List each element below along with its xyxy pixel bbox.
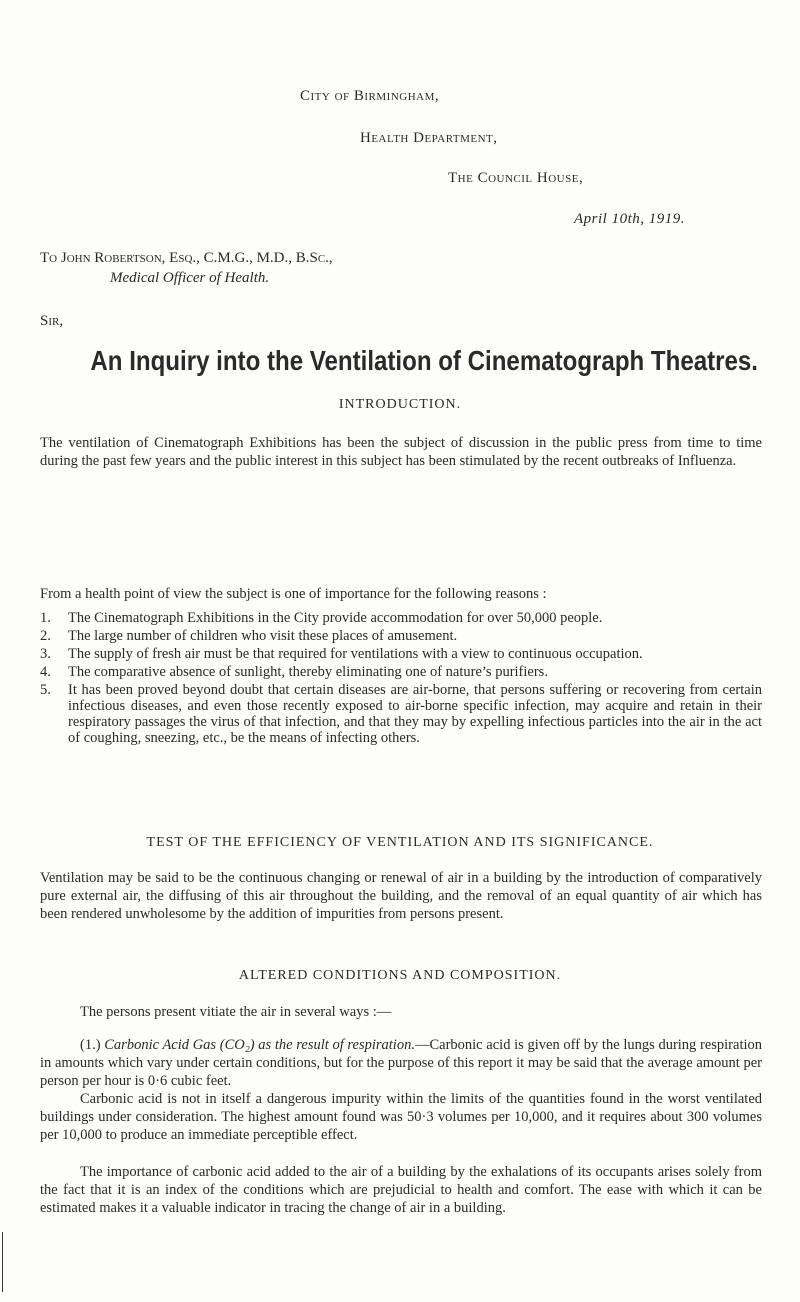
list-item <box>40 646 762 662</box>
altered-item-title: Carbonic Acid Gas (CO₂) as the result of respiration. <box>104 1037 415 1053</box>
introduction-paragraph-1: The ventilation of Cinematograph Exhibitions has been the subject of discussion in the public press from time to time during the past few years and the public interest in this subject has been stimulated by the recent outbreaks of Influenza. <box>40 435 762 469</box>
altered-heading: ALTERED CONDITIONS AND COMPOSITION. <box>238 968 562 983</box>
altered-paragraph-3: The importance of carbonic acid added to the air of a building by the exhalations of its occupants arises solely from the fact that it is an index of the conditions which are prejudicial to health and comfort. The ease with which it can be estimated makes it a valuable indicator in tracing the change of air in a building. <box>40 1164 762 1216</box>
document-title: An Inquiry into the Ventilation of Cinematograph Theatres. <box>90 345 759 376</box>
salutation: Sir, <box>40 313 64 329</box>
test-heading: TEST OF THE EFFICIENCY OF VENTILATION AND ITS SIGNIFICANCE. <box>146 835 654 850</box>
header-date: April 10th, 1919. <box>574 211 686 227</box>
header-address: The Council House, <box>448 170 584 186</box>
list-item-text: The supply of fresh air must be that required for ventilations with a view to continuous occupation. <box>68 646 643 662</box>
list-item-number: 1. <box>40 610 51 626</box>
reasons-list <box>40 610 762 748</box>
altered-item-text: —Carbonic acid is given off by the lungs during respiration in amounts which vary under certain conditions, but for the purpose of this report it may be said that the average amount per person per hour is 0·6 cubic feet. <box>40 1037 762 1089</box>
recipient-title: Medical Officer of Health. <box>110 270 270 286</box>
test-paragraph: Ventilation may be said to be the continuous changing or renewal of air in a building by the introduction of comparatively pure external air, the diffusing of this air throughout the building, and the removal of an equal quantity of air which has been rendered unwholesome by the addition of impurities from persons present. <box>40 870 762 922</box>
altered-item-number: (1.) <box>80 1037 101 1053</box>
list-item <box>40 664 762 680</box>
scan-edge-mark <box>2 1232 3 1292</box>
altered-item-1 <box>40 1036 762 1090</box>
header-city: City of Birmingham, <box>300 88 440 104</box>
introduction-heading: INTRODUCTION. <box>338 397 462 412</box>
list-item-number: 4. <box>40 664 51 680</box>
list-item-number: 2. <box>40 628 51 644</box>
list-item <box>40 628 762 644</box>
list-item-text: It has been proved beyond doubt that certain diseases are air-borne, that persons suffering or recovering from certain infectious diseases, and even those recently exposed to air-borne specific infection, may acquire and retain in their respiratory passages the virus of that infection, and that they may by expelling infectious particles into the air in the act of coughing, sneezing, etc., be the means of infecting others. <box>68 682 762 746</box>
header-department: Health Department, <box>360 130 498 146</box>
list-item-text: The Cinematograph Exhibitions in the City provide accommodation for over 50,000 people. <box>68 610 603 626</box>
recipient-line: To John Robertson, Esq., C.M.G., M.D., B.Sc., <box>40 250 333 266</box>
list-item <box>40 610 762 626</box>
list-item <box>40 682 762 746</box>
list-item-number: 3. <box>40 646 51 662</box>
altered-intro: The persons present vitiate the air in several ways :— <box>80 1004 392 1020</box>
list-item-number: 5. <box>40 682 51 698</box>
list-item-text: The large number of children who visit these places of amusement. <box>68 628 458 644</box>
list-item-text: The comparative absence of sunlight, thereby eliminating one of nature’s purifiers. <box>68 664 548 680</box>
introduction-paragraph-2: From a health point of view the subject is one of importance for the following reasons : <box>40 586 547 602</box>
altered-paragraph-2: Carbonic acid is not in itself a dangerous impurity within the limits of the quantities found in the worst ventilated buildings under consideration. The highest amount found was 50·3 volumes per 10,000, and it requires about 300 volumes per 10,000 to produce an immediate perceptible effect. <box>40 1091 762 1143</box>
